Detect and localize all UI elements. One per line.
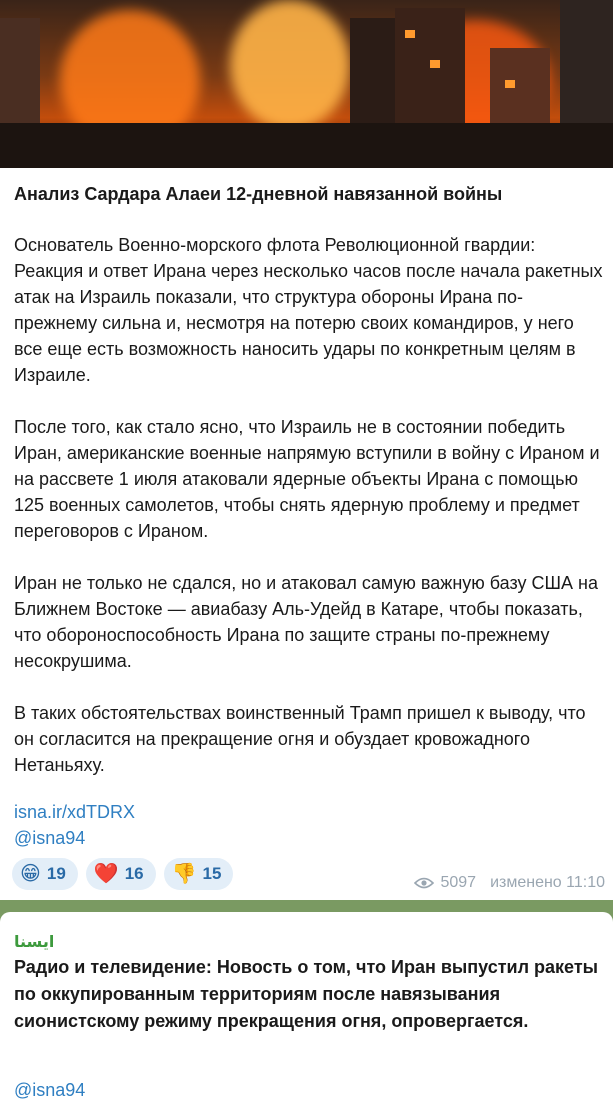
channel-handle-link[interactable]: @isna94	[14, 828, 86, 848]
reaction-chip[interactable]	[86, 858, 156, 890]
message-bubble	[0, 168, 613, 900]
channel-name[interactable]: ایسنا	[14, 934, 55, 951]
message-bubble	[0, 912, 613, 1104]
post-photo[interactable]	[0, 0, 613, 168]
building-row	[0, 123, 613, 168]
post-title: Анализ Сардара Алаеи 12-дневной навязанной войны	[14, 184, 503, 204]
window-light	[505, 80, 515, 88]
post-paragraph: В таких обстоятельствах воинственный Трамп пришел к выводу, что он согласится на прекращение огня и обуздает кровожадного Нетаньяху.	[14, 703, 586, 775]
post-paragraph: Основатель Военно-морского флота Революционной гвардии: Реакция и ответ Ирана через несколько часов после начала ракетных атак на Израиль показали, что структура обороны Ирана по-прежнему сильна и, несмотря на потерю своих командиров, у него все еще есть возможность наносить удары по конкретным целям в Израиле.	[14, 235, 603, 385]
reaction-count: 16	[124, 864, 144, 883]
red-heart-icon: ❤️	[93, 863, 119, 885]
reaction-count: 15	[202, 864, 222, 883]
window-light	[430, 60, 440, 68]
reaction-chip[interactable]	[164, 858, 234, 890]
post-paragraph: После того, как стало ясно, что Израиль не в состоянии победить Иран, американские военные напрямую вступили в войну с Ираном и на рассвете 1 июля атаковали ядерные объекты Ирана с помощью 125 военных самолетов, чтобы снять ядерную проблему и предмет переговоров с Ираном.	[14, 417, 600, 541]
post-paragraph: Иран не только не сдался, но и атаковал самую важную базу США на Ближнем Востоке — авиабазу Аль-Удейд в Катаре, чтобы показать, что обороноспособность Ирана по защите страны по-прежнему несокрушима.	[14, 573, 598, 671]
window-light	[405, 30, 415, 38]
thumbs-down-icon: 👎	[171, 863, 197, 885]
fire-glow	[230, 0, 350, 130]
message-meta	[414, 874, 605, 892]
reaction-count: 19	[46, 864, 66, 883]
edited-time: изменено 11:10	[490, 874, 605, 891]
view-count: 5097	[440, 874, 477, 891]
article-link[interactable]: isna.ir/xdTDRX	[14, 802, 136, 822]
reactions-bar	[12, 858, 233, 890]
post-title: Радио и телевидение: Новость о том, что Иран выпустил ракеты по оккупированным территориям после навязывания сионистскому режиму прекращения огня, опровергается.	[14, 957, 599, 1031]
eye-icon	[414, 877, 434, 889]
channel-handle-link[interactable]: @isna94	[14, 1080, 86, 1100]
reaction-chip[interactable]	[12, 858, 78, 890]
grinning-face-icon: 😁	[20, 863, 41, 885]
